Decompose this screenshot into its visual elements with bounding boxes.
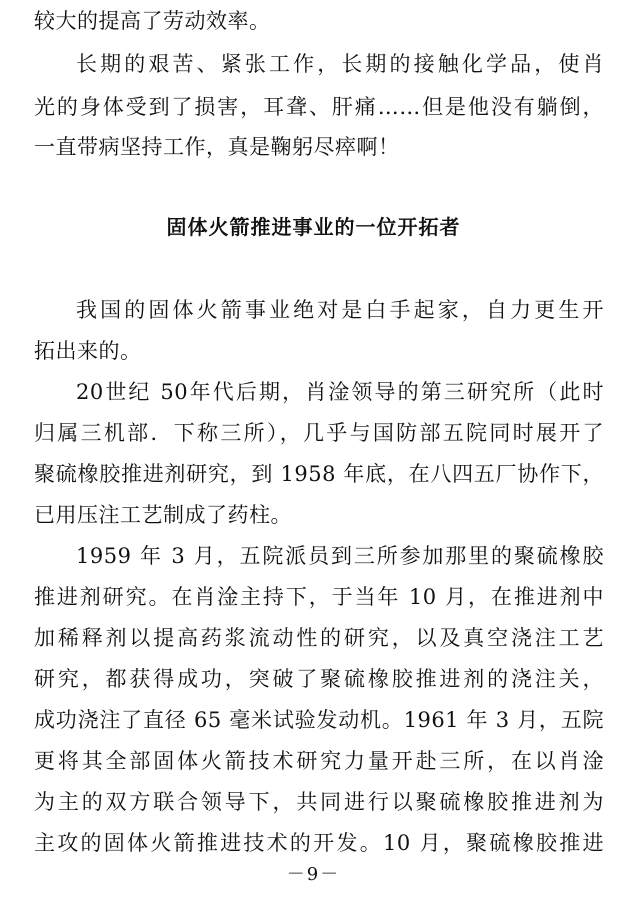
paragraph-line: 更将其全部固体火箭技术研究力量开赴三所，在以肖淦 — [34, 749, 604, 773]
paragraph-line: 成功浇注了直径 65 毫米试验发动机。1961 年 3 月，五院 — [34, 708, 604, 732]
paragraph-line: 我国的固体火箭事业绝对是白手起家，自力更生开 — [76, 298, 604, 322]
section-heading: 固体火箭推进事业的一位开拓者 — [166, 215, 461, 239]
paragraph-line: 一直带病坚持工作，真是鞠躬尽瘁啊！ — [34, 135, 400, 159]
paragraph-line: 拓出来的。 — [34, 339, 142, 363]
paragraph-line: 1959 年 3 月，五院派员到三所参加那里的聚硫橡胶 — [76, 544, 604, 568]
paragraph-line: 推进剂研究。在肖淦主持下，于当年 10 月，在推进剂中 — [34, 585, 604, 609]
paragraph-line: 已用压注工艺制成了药柱。 — [34, 503, 292, 527]
paragraph-line: 光的身体受到了损害，耳聋、肝痛……但是他没有躺倒， — [34, 95, 604, 119]
paragraph-line: 主攻的固体火箭推进技术的开发。10 月，聚硫橡胶推进 — [34, 831, 604, 855]
paragraph-line: 加稀释剂以提高药浆流动性的研究，以及真空浇注工艺 — [34, 626, 604, 650]
paragraph-line: 较大的提高了劳动效率。 — [34, 9, 271, 33]
paragraph-line: 研究，都获得成功，突破了聚硫橡胶推进剂的浇注关， — [34, 667, 604, 691]
paragraph-line: 聚硫橡胶推进剂研究，到 1958 年底，在八四五厂协作下， — [34, 462, 604, 486]
page-number: －9－ — [286, 864, 341, 885]
paragraph-line: 长期的艰苦、紧张工作，长期的接触化学品，使肖 — [76, 52, 604, 76]
paragraph-line: 归属三机部．下称三所），几乎与国防部五院同时展开了 — [34, 421, 604, 445]
paragraph-line: 为主的双方联合领导下，共同进行以聚硫橡胶推进剂为 — [34, 790, 604, 814]
paragraph-line: 20世纪 50年代后期，肖淦领导的第三研究所（此时 — [76, 380, 604, 404]
